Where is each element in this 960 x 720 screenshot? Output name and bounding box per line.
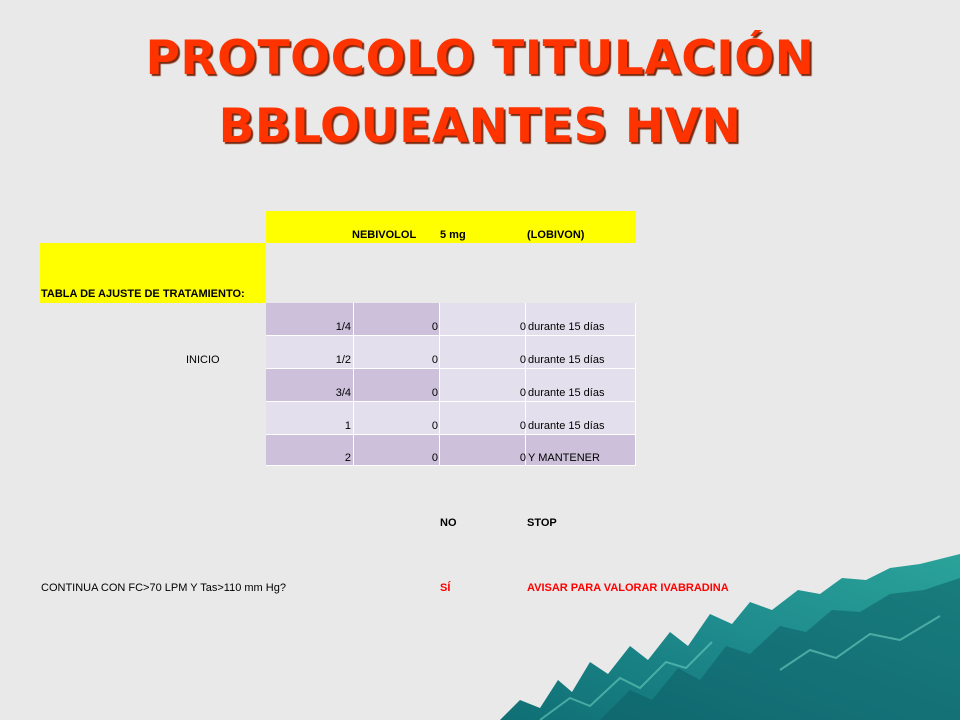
row-dose: 2	[344, 452, 351, 464]
drug-dose: 5 mg	[440, 229, 466, 241]
row-value: 0	[431, 321, 438, 333]
decision-yes-label: SÍ	[440, 582, 451, 594]
row-note: durante 15 días	[528, 354, 605, 366]
row-dose: 1/4	[335, 321, 351, 333]
drug-brand: (LOBIVON)	[527, 229, 585, 241]
row-value: 0	[431, 387, 438, 399]
row-dose: 3/4	[335, 387, 351, 399]
row-note: durante 15 días	[528, 420, 605, 432]
drug-name: NEBIVOLOL	[352, 229, 417, 241]
row-value: 0	[431, 354, 438, 366]
row-dose: 1	[344, 420, 351, 432]
page-title-line-1: PROTOCOLO TITULACIÓN	[145, 31, 815, 86]
row-note: Y MANTENER	[528, 452, 600, 464]
decision-no-label: NO	[440, 517, 457, 529]
row-value: 0	[519, 452, 526, 464]
row-value: 0	[431, 420, 438, 432]
decision-no-action: STOP	[527, 517, 557, 529]
row-dose: 1/2	[335, 354, 351, 366]
start-label: INICIO	[186, 354, 220, 366]
page-title-line-2: BBLOUEANTES HVN	[218, 99, 742, 154]
decorative-corner-shape	[480, 550, 960, 720]
row-value: 0	[519, 387, 526, 399]
decision-yes-action: AVISAR PARA VALORAR IVABRADINA	[527, 582, 729, 594]
row-value: 0	[431, 452, 438, 464]
adjust-label: TABLA DE AJUSTE DE TRATAMIENTO:	[41, 288, 245, 300]
row-value: 0	[519, 321, 526, 333]
row-note: durante 15 días	[528, 321, 605, 333]
row-note: durante 15 días	[528, 387, 605, 399]
decision-question: CONTINUA CON FC>70 LPM Y Tas>110 mm Hg?	[41, 582, 286, 594]
row-value: 0	[519, 354, 526, 366]
row-value: 0	[519, 420, 526, 432]
